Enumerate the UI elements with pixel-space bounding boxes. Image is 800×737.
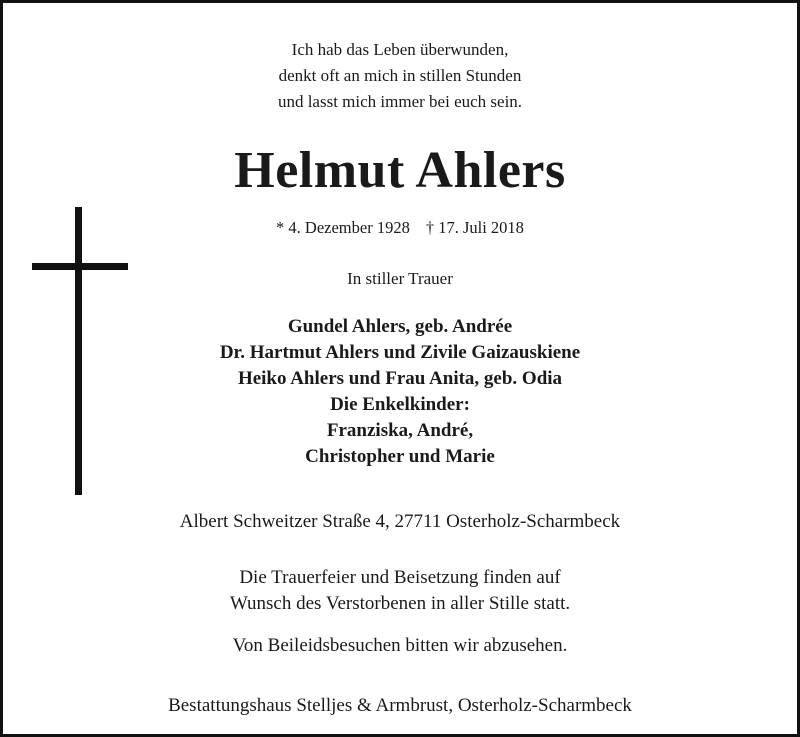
mourner-line: Franziska, André, (326, 420, 474, 441)
mourners-list (3, 314, 797, 470)
mourner-line: Die Enkelkinder: (330, 394, 470, 415)
deceased-name: Helmut Ahlers (234, 142, 566, 199)
mourner-line: Gundel Ahlers, geb. Andrée (287, 316, 513, 337)
funeral-home: Bestattungshaus Stelljes & Armbrust, Osterholz-Scharmbeck (168, 695, 632, 716)
funeral-notice (3, 565, 797, 617)
notice-line: Die Trauerfeier und Beisetzung finden auf (239, 567, 561, 588)
poem-line: und lasst mich immer bei euch sein. (277, 92, 523, 111)
mourner-line: Christopher und Marie (305, 446, 495, 467)
family-address: Albert Schweitzer Straße 4, 27711 Osterholz-Scharmbeck (179, 511, 621, 532)
mourning-phrase: In stiller Trauer (347, 269, 453, 288)
poem-line: Ich hab das Leben überwunden, (291, 40, 509, 59)
poem-line: denkt oft an mich in stillen Stunden (278, 66, 522, 85)
mourner-line: Dr. Hartmut Ahlers und Zivile Gaizauskiene (219, 342, 581, 363)
no-visits-request: Von Beileidsbesuchen bitten wir abzusehen. (232, 635, 568, 656)
memorial-poem (3, 37, 797, 115)
mourner-line: Heiko Ahlers und Frau Anita, geb. Odia (237, 368, 563, 389)
birth-date: * 4. Dezember 1928 (276, 218, 410, 237)
notice-line: Wunsch des Verstorbenen in aller Stille statt. (229, 593, 571, 614)
death-date: † 17. Juli 2018 (425, 218, 524, 237)
